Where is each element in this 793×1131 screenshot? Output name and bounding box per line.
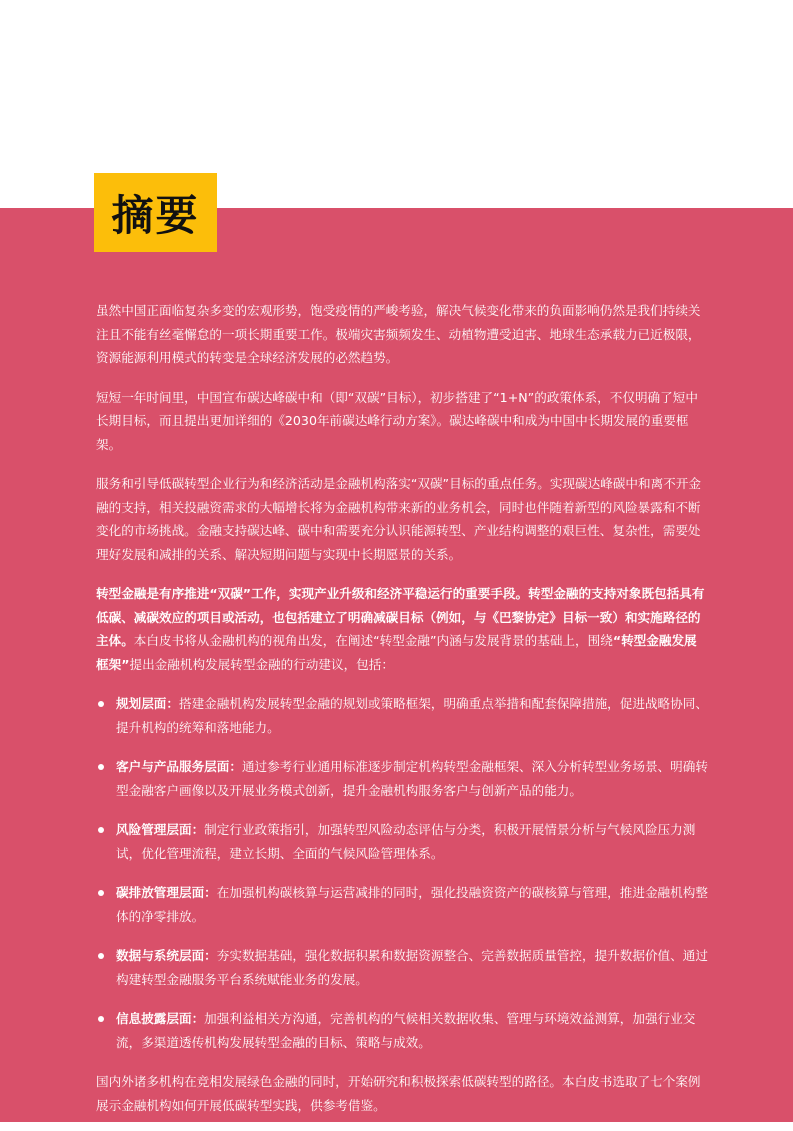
list-item bbox=[96, 692, 708, 739]
paragraph-3: 服务和引导低碳转型企业行为和经济活动是金融机构落实“双碳”目标的重点任务。实现碳达峰碳中和离不开金融的支持，相关投融资需求的大幅增长将为金融机构带来新的业务机会，同时也伴随着新型的风险暴露和不断变化的市场挑战。金融支持碳达峰、碳中和需要充分认识能源转型、产业结构调整的艰巨性、复杂性，需要处理好发展和减排的关系、解决短期问题与实现中长期愿景的关系。 bbox=[96, 476, 701, 562]
closing-paragraph: 国内外诸多机构在竞相发展绿色金融的同时，开始研究和积极探索低碳转型的路径。本白皮书选取了七个案例展示金融机构如何开展低碳转型实践，供参考借鉴。 bbox=[96, 1074, 701, 1113]
action-label: 规划层面： bbox=[116, 696, 179, 711]
action-text: 搭建金融机构发展转型金融的规划或策略框架，明确重点举措和配套保障措施，促进战略协同、提升机构的统筹和落地能力。 bbox=[116, 696, 708, 735]
paragraph-4-text-2: 提出金融机构发展转型金融的行动建议，包括： bbox=[129, 656, 394, 672]
list-item bbox=[96, 881, 708, 928]
paragraph-4-text: 本白皮书将从金融机构的视角出发，在阐述“转型金融”内涵与发展背景的基础上，围绕 bbox=[133, 633, 613, 648]
list-item bbox=[96, 944, 708, 991]
action-label: 风险管理层面： bbox=[116, 822, 205, 837]
action-label: 客户与产品服务层面： bbox=[116, 759, 242, 774]
paragraph-4-bold: 转型金融是有序推进“双碳”工作，实现产业升级和经济平稳运行的重要手段。转型金融的支持对象既包括具有低碳、减碳效应的项目或活动，也包括建立了明确减碳目标（例如，与《巴黎协定》目标一致）和实施路径的主体。 bbox=[96, 586, 705, 648]
action-text: 通过参考行业通用标准逐步制定机构转型金融框架、深入分析转型业务场景、明确转型金融客户画像以及开展业务模式创新，提升金融机构服务客户与创新产品的能力。 bbox=[116, 759, 708, 798]
action-list bbox=[96, 692, 708, 1054]
list-item bbox=[96, 1007, 708, 1054]
list-item bbox=[96, 818, 708, 865]
page-title: 摘要 bbox=[111, 190, 200, 240]
title-badge bbox=[94, 173, 217, 252]
framework-name: “转型金融发展框架” bbox=[96, 633, 697, 672]
list-item bbox=[96, 755, 708, 802]
action-text: 夯实数据基础，强化数据积累和数据资源整合、完善数据质量管控，提升数据价值、通过构建转型金融服务平台系统赋能业务的发展。 bbox=[116, 948, 708, 987]
action-text: 制定行业政策指引，加强转型风险动态评估与分类，积极开展情景分析与气候风险压力测试，优化管理流程，建立长期、全面的气候风险管理体系。 bbox=[116, 822, 696, 861]
paragraph-4 bbox=[96, 582, 708, 676]
action-label: 信息披露层面： bbox=[116, 1011, 205, 1026]
paragraph-2: 短短一年时间里，中国宣布碳达峰碳中和（即“双碳”目标），初步搭建了“1+N”的政策体系，不仅明确了短中长期目标，而且提出更加详细的《2030年前碳达峰行动方案》。碳达峰碳中和成为中国中长期发展的重要框架。 bbox=[96, 389, 698, 452]
paragraph-1: 虽然中国正面临复杂多变的宏观形势，饱受疫情的严峻考验，解决气候变化带来的负面影响仍然是我们持续关注且不能有丝毫懈怠的一项长期重要工作。极端灾害频频发生、动植物遭受迫害、地球生态承载力已近极限，资源能源利用模式的转变是全球经济发展的必然趋势。 bbox=[96, 303, 701, 365]
action-label: 碳排放管理层面： bbox=[116, 885, 217, 900]
summary-content bbox=[96, 299, 708, 1131]
action-text: 在加强机构碳核算与运营减排的同时，强化投融资资产的碳核算与管理，推进金融机构整体的净零排放。 bbox=[116, 885, 708, 924]
action-text: 加强利益相关方沟通，完善机构的气候相关数据收集、管理与环境效益测算，加强行业交流，多渠道透传机构发展转型金融的目标、策略与成效。 bbox=[116, 1011, 696, 1050]
action-label: 数据与系统层面： bbox=[116, 948, 217, 963]
